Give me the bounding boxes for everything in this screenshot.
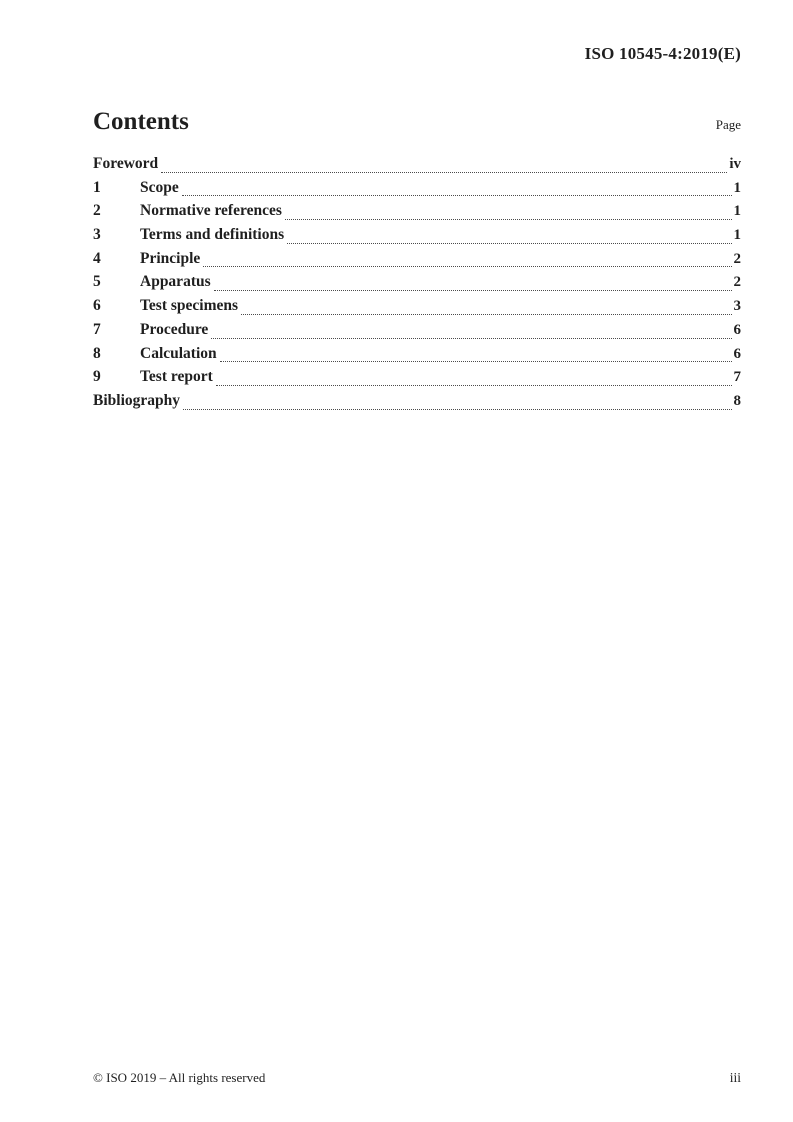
- toc-entry-page: iv: [729, 156, 741, 172]
- toc-entry-title: Scope: [140, 178, 179, 196]
- toc-entry-title: Normative references: [140, 202, 282, 220]
- toc-entry-number: 3: [93, 226, 101, 244]
- toc-entry-page: 6: [733, 345, 741, 362]
- leader-dots: [214, 290, 732, 291]
- leader-dots: [285, 219, 732, 220]
- folio-page-number: iii: [729, 1070, 741, 1085]
- toc-entry-title: Test specimens: [140, 297, 239, 315]
- page-footer: [93, 1070, 741, 1086]
- toc-entry-page: 1: [733, 179, 741, 196]
- toc-entry-title: Test report: [140, 368, 213, 386]
- toc-entry-number: 9: [93, 368, 101, 386]
- leader-dots: [182, 195, 732, 196]
- toc-entry-number: 5: [93, 273, 101, 291]
- toc-entry-number: 6: [93, 297, 101, 315]
- toc-entry-title: Foreword: [93, 155, 159, 172]
- leader-dots: [203, 266, 731, 267]
- leader-dots: [216, 385, 732, 386]
- leader-dots: [241, 314, 731, 315]
- toc-list: [93, 155, 741, 416]
- toc-entry[interactable]: [93, 345, 741, 369]
- toc-entry[interactable]: [93, 392, 741, 416]
- toc-entry-number: 4: [93, 249, 101, 267]
- toc-entry-page: 1: [733, 203, 741, 220]
- toc-entry[interactable]: [93, 297, 741, 321]
- toc-entry-title: Calculation: [140, 344, 217, 362]
- toc-entry-page: 3: [733, 298, 741, 315]
- toc-entry[interactable]: [93, 250, 741, 274]
- toc-entry[interactable]: [93, 202, 741, 226]
- leader-dots: [287, 243, 731, 244]
- leader-dots: [161, 172, 727, 173]
- leader-dots: [211, 338, 731, 339]
- contents-header: [93, 108, 741, 136]
- contents-page: [93, 108, 741, 416]
- toc-entry[interactable]: [93, 179, 741, 203]
- toc-entry-page: 7: [733, 369, 741, 386]
- toc-entry-number: 8: [93, 344, 101, 362]
- toc-entry[interactable]: [93, 321, 741, 345]
- toc-entry-page: 6: [733, 321, 741, 338]
- toc-entry-page: 2: [733, 250, 741, 267]
- toc-entry-number: 7: [93, 320, 101, 338]
- page-title: Contents: [93, 108, 189, 135]
- toc-entry-title: Terms and definitions: [140, 226, 285, 244]
- toc-entry-page: 8: [733, 392, 741, 409]
- toc-entry[interactable]: [93, 155, 741, 179]
- leader-dots: [183, 409, 732, 410]
- toc-entry-number: 1: [93, 178, 101, 196]
- leader-dots: [220, 361, 732, 362]
- copyright-notice: © ISO 2019 – All rights reserved: [93, 1070, 266, 1085]
- toc-entry[interactable]: [93, 226, 741, 250]
- toc-entry-title: Principle: [140, 249, 201, 267]
- toc-entry-title: Apparatus: [140, 273, 211, 291]
- toc-entry-page: 2: [733, 274, 741, 291]
- page-column-label: Page: [715, 117, 741, 132]
- toc-entry[interactable]: [93, 273, 741, 297]
- toc-entry-title: Procedure: [140, 320, 209, 338]
- toc-entry-title: Bibliography: [93, 391, 180, 409]
- toc-entry-page: 1: [733, 227, 741, 244]
- toc-entry[interactable]: [93, 368, 741, 392]
- doc-reference: ISO 10545-4:2019(E): [584, 44, 741, 63]
- toc-entry-number: 2: [93, 202, 101, 220]
